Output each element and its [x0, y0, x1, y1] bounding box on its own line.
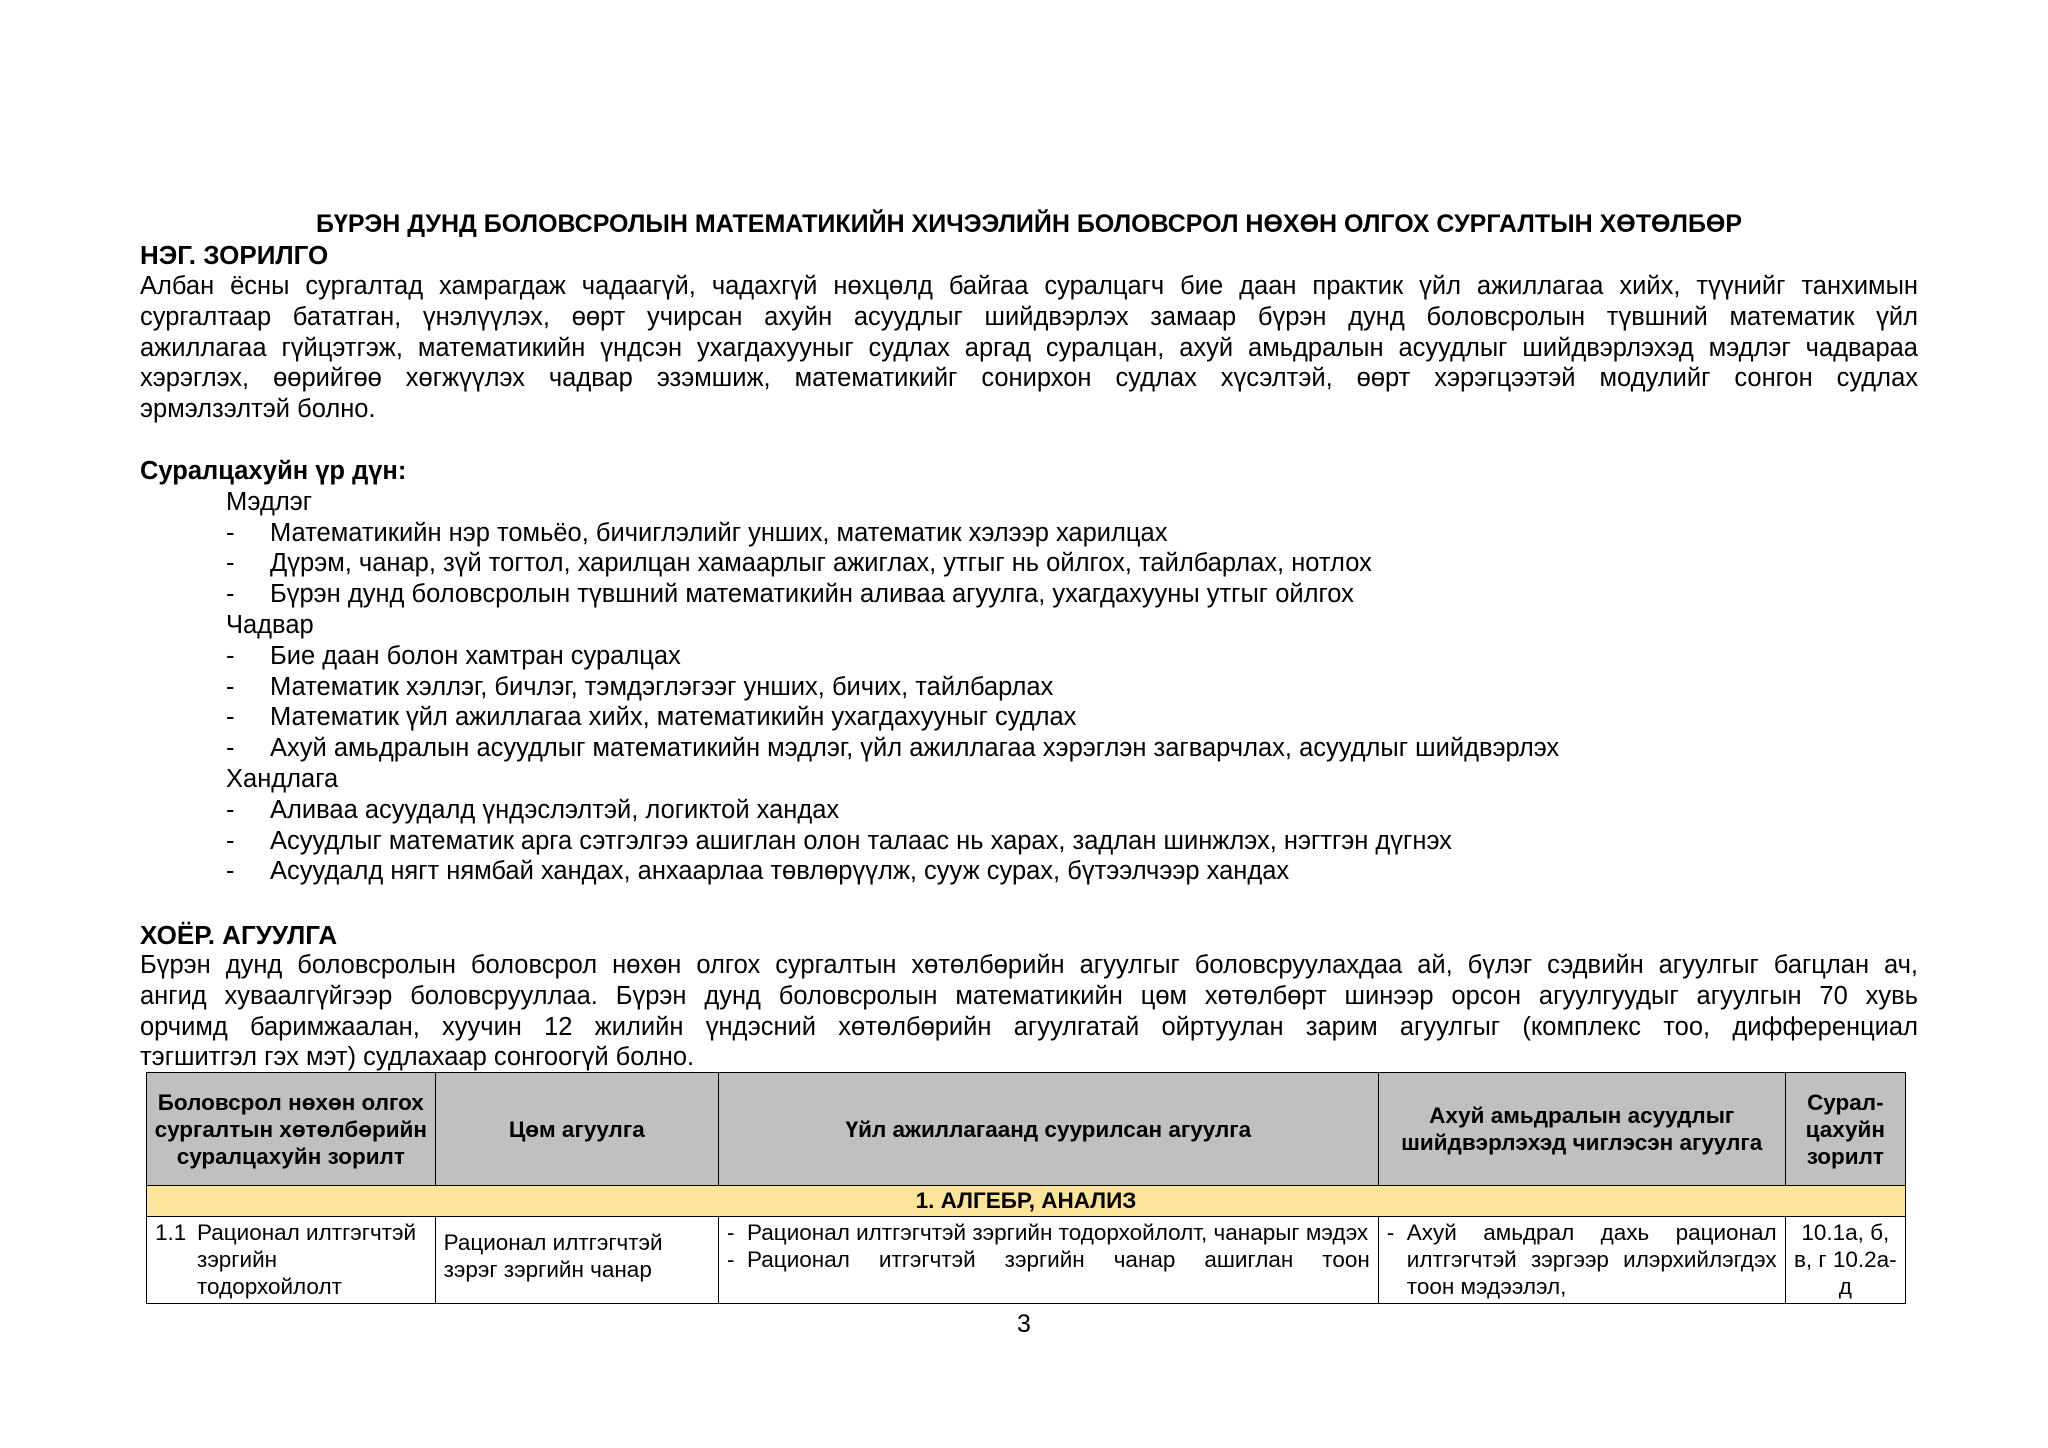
table-section-row — [147, 1186, 1906, 1217]
column-header: Үйл ажиллагаанд суурилсан агуулга — [719, 1073, 1379, 1186]
table-cell-objective: 10.1а, б, в, г 10.2а-д — [1785, 1217, 1905, 1304]
paragraph-line: Албан ёсны сургалтад хамрагдаж чадаагүй, чадахгүй нөхцөлд байгаа суралцагч бие даан практик үйл ажиллагаа хийх, түүнийг танхимын — [140, 272, 1918, 300]
goal-number: 1.1 — [155, 1220, 187, 1245]
content-paragraph — [140, 950, 1918, 1073]
table-cell-goal — [147, 1217, 436, 1304]
list-item: - Математик хэллэг, бичлэг, тэмдэглэгээг унших, бичих, тайлбарлах — [226, 672, 1054, 701]
list-item: - Рационал итгэгчтэй зэргийн чанар ашиглан тоон — [727, 1247, 1370, 1272]
content-table — [146, 1072, 1906, 1304]
list-item: - Ахуй амьдралын асуудлыг математикийн мэдлэг, үйл ажиллагаа хэрэглэн загварчлах, асуудлыг шийдвэрлэх — [226, 734, 1560, 763]
goal-text: Рационал илтгэгчтэй зэргийн тодорхойлолт — [197, 1220, 417, 1299]
paragraph-line: ангид хуваалгүйгээр боловсрууллаа. Бүрэн дунд боловсролын математикийн цөм хөтөлбөрт шинээр орсон агуулгуудыг агуулгын 70 хувь — [140, 981, 1918, 1010]
list-item: - Бие даан болон хамтран суралцах — [226, 641, 681, 670]
list-item: - Асуудалд нягт нямбай хандах, анхаарлаа төвлөрүүлж, сууж сурах, бүтээлчээр хандах — [226, 857, 1290, 886]
list-item: - Рационал илтгэгчтэй зэргийн тодорхойлолт, чанарыг мэдэх — [727, 1220, 1369, 1245]
section-title: 1. АЛГЕБР, АНАЛИЗ — [147, 1186, 1906, 1217]
goal-paragraph — [140, 271, 1918, 425]
outcomes-heading: Суралцахуйн үр дүн: — [140, 457, 407, 485]
list-item: - Аливаа асуудалд үндэслэлтэй, логиктой хандах — [226, 795, 840, 824]
list-item: - Асуудлыг математик арга сэтгэлгээ ашиглан олон талаас нь харах, задлан шинжлэх, нэгтгэн дүгнэх — [226, 826, 1452, 855]
column-header: Ахуй амьдралын асуудлыг шийдвэрлэхэд чиглэсэн агуулга — [1378, 1073, 1785, 1186]
column-header: Сурал-цахуйн зорилт — [1785, 1073, 1905, 1186]
paragraph-line: хэрэглэх, өөрийгөө хөгжүүлэх чадвар эзэмшиж, математикийг сонирхон судлах хүсэлтэй, өөрт хэрэгцээтэй модулийг сонгон судлах — [140, 364, 1918, 393]
paragraph-line: сургалтаар бататган, үнэлүүлэх, өөрт учирсан ахуйн асуудлыг шийдвэрлэх замаар бүрэн дунд боловсролын түвшний математик үйл — [140, 302, 1918, 331]
column-header: Боловсрол нөхөн олгох сургалтын хөтөлбөрийн суралцахуйн зорилт — [147, 1073, 436, 1186]
paragraph-line: эрмэлзэлтэй болно. — [140, 395, 376, 424]
list-item: - Бүрэн дунд боловсролын түвшний математикийн аливаа агуулга, ухагдахууны утгыг ойлгох — [226, 580, 1354, 609]
paragraph-line: Бүрэн дунд боловсролын боловсрол нөхөн олгох сургалтын хөтөлбөрийн агуулгыг боловсруулахдаа ай, бүлэг сэдвийн агуулгыг багцлан ач, — [140, 951, 1918, 979]
outcome-category-skills: Чадвар — [226, 610, 314, 639]
list-item: - Дүрэм, чанар, зүй тогтол, харилцан хамаарлыг ажиглах, утгыг нь ойлгох, тайлбарлах, нотлох — [226, 549, 1372, 578]
list-item: - Математик үйл ажиллагаа хийх, математикийн ухагдахууныг судлах — [226, 703, 1077, 732]
learning-outcomes — [140, 456, 1920, 887]
column-header: Цөм агуулга — [435, 1073, 718, 1186]
outcome-category-attitude: Хандлага — [226, 764, 339, 793]
outcome-category-knowledge: Мэдлэг — [226, 487, 313, 516]
list-item: - Математикийн нэр томьёо, бичиглэлийг унших, математик хэлээр харилцах — [226, 518, 1168, 547]
section-heading-content: ХОЁР. АГУУЛГА — [140, 920, 338, 950]
page-number: 3 — [1017, 1310, 1031, 1338]
paragraph-line: тэгшитгэл гэх мэт) судлахаар сонгоогүй болно. — [140, 1043, 695, 1072]
section-heading-goal: НЭГ. ЗОРИЛГО — [140, 240, 329, 270]
paragraph-line: орчимд баримжаалан, хуучин 12 жилийн үндэсний хөтөлбөрийн агуулгатай ойртуулан зарим агуулгыг (комплекс тоо, дифференциал — [140, 1012, 1918, 1041]
table-cell-life: - Ахуй амьдрал дахь рационал илтгэгчтэй зэргээр илэрхийлэгдэх тоон мэдээлэл, — [1378, 1217, 1785, 1304]
table-row — [147, 1217, 1906, 1304]
document-title: БҮРЭН ДУНД БОЛОВСРОЛЫН МАТЕМАТИКИЙН ХИЧЭЭЛИЙН БОЛОВСРОЛ НӨХӨН ОЛГОХ СУРГАЛТЫН ХӨТӨЛБӨР — [315, 210, 1743, 238]
table-cell-activity — [719, 1217, 1379, 1304]
table-header-row — [147, 1073, 1906, 1186]
paragraph-line: ажиллагаа гүйцэтгэж, математикийн үндсэн ухагдахууныг судлах аргад суралцан, ахуй амьдралын асуудлыг шийдвэрлэхэд мэдлэг чадвараа — [140, 333, 1918, 362]
table-cell-core: Рационал илтгэгчтэй зэрэг зэргийн чанар — [435, 1217, 718, 1304]
